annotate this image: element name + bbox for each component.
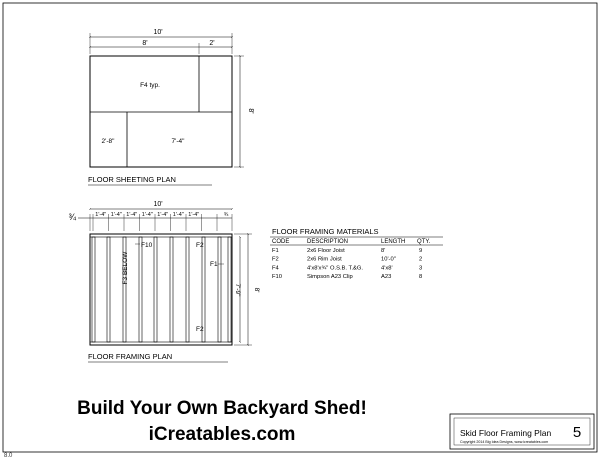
- sheeting-bottom-right-dim: 7'-4": [171, 138, 185, 145]
- label-f1: F1: [210, 261, 218, 268]
- spacing-dim-label: 1'-4": [188, 212, 200, 218]
- label-f2-bottom: F2: [196, 326, 204, 333]
- sheeting-dim-right: 2': [209, 40, 215, 47]
- spacing-dim-label: 1'-4": [110, 212, 122, 218]
- materials-row: [272, 274, 422, 280]
- floor-framing-plan: [68, 201, 260, 362]
- page-code: 8.0: [4, 453, 13, 459]
- materials-cell: 4'x8': [381, 265, 393, 272]
- materials-row: [272, 248, 422, 254]
- sheeting-bottom-left-dim: 2'-8": [101, 138, 115, 145]
- materials-cell: F10: [272, 274, 282, 281]
- materials-header-cell: DESCRIPTION: [307, 239, 349, 245]
- spacing-dim-label: 1'-4": [141, 212, 153, 218]
- materials-rows: [272, 248, 422, 280]
- title-block-page-number: 5: [572, 424, 582, 441]
- sheeting-panel-label: F4 typ.: [140, 82, 160, 89]
- floor-sheeting-plan: [88, 29, 254, 185]
- floor-joist: [107, 237, 110, 342]
- spacing-dim-last: ¾: [223, 212, 229, 218]
- framing-outline: [90, 234, 232, 345]
- promo-website[interactable]: iCreatables.com: [148, 424, 296, 445]
- materials-row: [272, 257, 422, 263]
- materials-header-cell: CODE: [272, 239, 290, 245]
- sheeting-dim-height: 8': [247, 108, 254, 114]
- materials-cell: 10'-0": [381, 256, 396, 263]
- spacing-dim-label: 1'-4": [126, 212, 138, 218]
- promo-headline: Build Your Own Backyard Shed!: [77, 398, 367, 419]
- materials-cell: F1: [272, 248, 279, 254]
- floor-joist: [218, 237, 221, 342]
- materials-cell: F4: [272, 265, 279, 272]
- materials-cell: 9: [419, 248, 423, 254]
- sheeting-plan-title: FLOOR SHEETING PLAN: [88, 175, 176, 184]
- materials-cell: Simpson A23 Clip: [307, 274, 353, 281]
- spacing-dim-label: 1'-4": [95, 212, 107, 218]
- sheeting-outline: [90, 56, 232, 167]
- framing-dim-overall: 10': [153, 201, 163, 208]
- materials-cell: 2x6 Floor Joist: [307, 248, 345, 254]
- materials-table: [270, 227, 443, 280]
- title-block-copyright: Copyright 2014 Big Idea Designs, www.icreatables.com: [460, 440, 549, 444]
- materials-row: [272, 265, 422, 271]
- materials-cell: F2: [272, 256, 279, 263]
- floor-joist: [139, 237, 142, 342]
- floor-joist: [186, 237, 189, 342]
- materials-cell: 2: [419, 256, 423, 263]
- framing-dim-outer-height: 8': [253, 287, 260, 293]
- framing-spacing-dims: [90, 212, 232, 231]
- framing-left-mark: ¾: [68, 212, 76, 222]
- label-f2-top: F2: [196, 242, 204, 249]
- materials-cell: 2x6 Rim Joist: [307, 256, 342, 263]
- floor-joist: [154, 237, 157, 342]
- floor-joist: [92, 237, 95, 342]
- materials-cell: 8': [381, 248, 386, 254]
- materials-cell: 3: [419, 265, 423, 272]
- materials-header-cell: LENGTH: [381, 239, 406, 245]
- materials-header-cell: QTY.: [417, 239, 431, 245]
- sheeting-dim-left: 8': [142, 40, 148, 47]
- materials-cell: A23: [381, 274, 392, 281]
- title-block-title: Skid Floor Framing Plan: [460, 428, 552, 438]
- materials-title: FLOOR FRAMING MATERIALS: [272, 227, 379, 236]
- title-block: [450, 414, 594, 449]
- materials-header-row: [272, 239, 431, 245]
- framing-dim-inner-height: 7'-9": [234, 283, 241, 297]
- floor-joist: [228, 237, 231, 342]
- floor-joists: [92, 237, 231, 342]
- materials-cell: 8: [419, 274, 423, 281]
- floor-joist: [170, 237, 173, 342]
- label-f3-below: F3 BELOW: [122, 251, 129, 285]
- label-f10: F10: [141, 242, 153, 249]
- spacing-dim-label: 1'-4": [157, 212, 169, 218]
- framing-plan-title: FLOOR FRAMING PLAN: [88, 352, 173, 361]
- sheeting-dim-overall: 10': [153, 29, 163, 36]
- materials-cell: 4'x8'x¾" O.S.B. T.&G.: [307, 265, 364, 272]
- spacing-dim-label: 1'-4": [172, 212, 184, 218]
